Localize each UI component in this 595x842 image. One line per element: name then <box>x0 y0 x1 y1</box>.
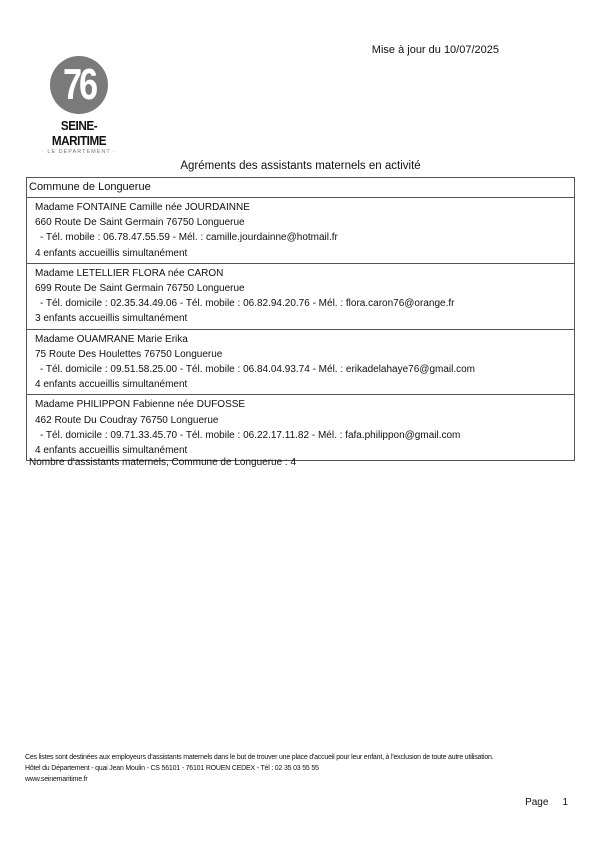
footer-address: Hôtel du Département - quai Jean Moulin - CS 56101 - 76101 ROUEN CEDEX - Tél : 02 35 03 55 55 <box>25 765 319 772</box>
assistant-entry <box>27 395 574 460</box>
assistant-entry <box>27 330 574 396</box>
assistant-address: 699 Route De Saint Germain 76750 Longuerue <box>35 283 245 295</box>
assistant-contact: - Tél. mobile : 06.78.47.55.59 - Mél. : camille.jourdainne@hotmail.fr <box>40 232 338 244</box>
assistant-capacity: 4 enfants accueillis simultanément <box>35 379 188 391</box>
document-title: Agréments des assistants maternels en activité <box>180 160 421 172</box>
assistant-name: Madame OUAMRANE Marie Erika <box>35 333 188 345</box>
assistant-capacity: 3 enfants accueillis simultanément <box>35 313 188 325</box>
assistants-table <box>26 177 575 461</box>
assistant-contact: - Tél. domicile : 02.35.34.49.06 - Tél. mobile : 06.82.94.20.76 - Mél. : flora.caron76@orange.fr <box>40 298 455 310</box>
assistant-name: Madame PHILIPPON Fabienne née DUFOSSE <box>35 399 246 411</box>
footer-notice: Ces listes sont destinées aux employeurs d'assistants maternels dans le but de trouver une place d'accueil pour leur enfant, à l'exclusion de toute autre utilisation. <box>25 754 494 761</box>
assistant-capacity: 4 enfants accueillis simultanément <box>35 445 188 457</box>
assistant-entry <box>27 264 574 330</box>
assistant-count: Nombre d'assistants maternels, Commune de Longuerue : 4 <box>29 457 297 468</box>
assistant-capacity: 4 enfants accueillis simultanément <box>35 247 188 259</box>
assistant-address: 660 Route De Saint Germain 76750 Longuerue <box>35 217 245 229</box>
assistant-contact: - Tél. domicile : 09.51.58.25.00 - Tél. mobile : 06.84.04.93.74 - Mél. : erikadelahaye76@gmail.com <box>40 364 476 376</box>
assistant-address: 462 Route Du Coudray 76750 Longuerue <box>35 414 219 426</box>
logo-emblem <box>50 56 108 114</box>
assistant-name: Madame LETELLIER FLORA née CARON <box>35 267 224 279</box>
page-value: 1 <box>562 797 568 808</box>
logo-subtitle: · LE DÉPARTEMENT · <box>42 149 116 155</box>
footer-website: www.seinemaritime.fr <box>25 776 88 783</box>
seine-maritime-logo <box>36 56 122 155</box>
assistant-entry <box>27 198 574 264</box>
update-date: Mise à jour du 10/07/2025 <box>371 44 499 56</box>
assistant-contact: - Tél. domicile : 09.71.33.45.70 - Tél. mobile : 06.22.17.11.82 - Mél. : fafa.philippon@gmail.com <box>40 429 461 441</box>
page-number <box>525 797 568 808</box>
logo-name: SEINE-MARITIME <box>51 118 107 148</box>
assistant-name: Madame FONTAINE Camille née JOURDAINNE <box>35 202 250 213</box>
commune-header: Commune de Longuerue <box>27 178 574 198</box>
page-label: Page <box>525 797 549 808</box>
assistant-address: 75 Route Des Houlettes 76750 Longuerue <box>35 348 223 360</box>
footer <box>25 752 575 785</box>
logo-number: 76 <box>63 60 95 109</box>
